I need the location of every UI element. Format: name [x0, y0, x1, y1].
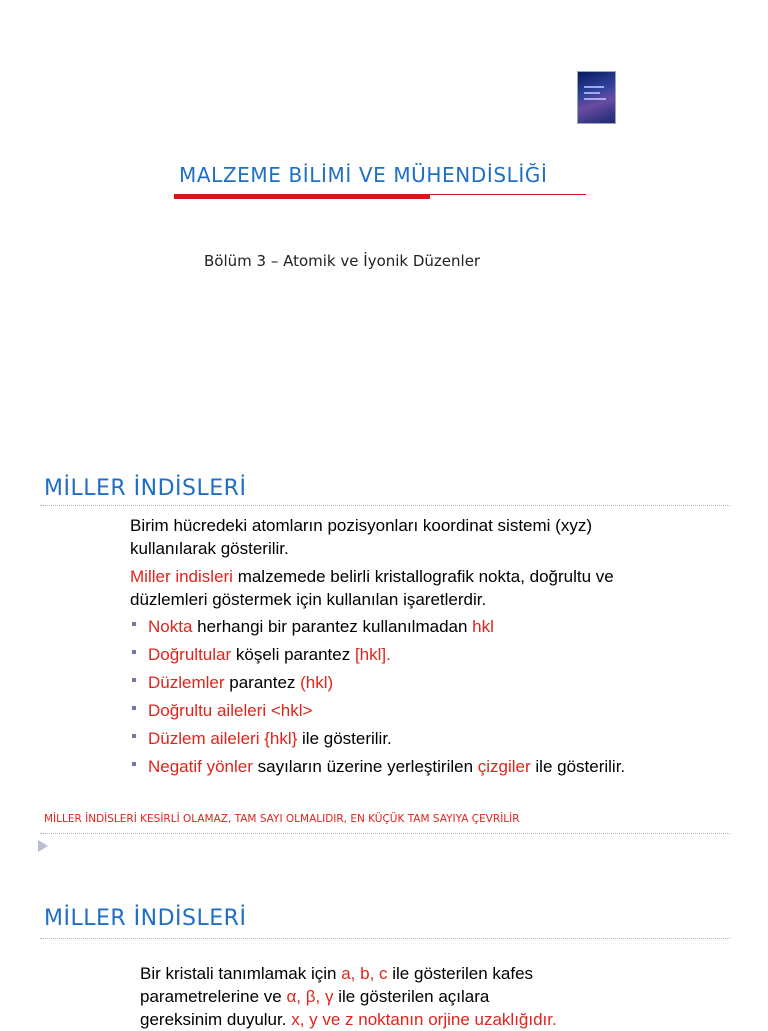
- chapter-subtitle: Bölüm 3 – Atomik ve İyonik Düzenler: [204, 252, 481, 270]
- miller-definition-text: malzemede belirli kristallografik nokta, doğrultu ve düzlemleri göstermek için kullanılan işaretlerdir.: [130, 567, 614, 609]
- title-underline-thin: [430, 194, 586, 195]
- slide2-heading: MİLLER İNDİSLERİ: [44, 476, 247, 501]
- heading-divider: [40, 505, 730, 506]
- list-item: Düzlemler parantez (hkl): [130, 671, 690, 694]
- paragraph-miller-definition: [130, 565, 650, 611]
- slide3-heading: MİLLER İNDİSLERİ: [44, 906, 247, 931]
- paragraph-coordinates: Birim hücredeki atomların pozisyonları koordinat sistemi (xyz) kullanılarak gösterilir.: [130, 516, 592, 558]
- title-underline-thick: [174, 194, 430, 199]
- lattice-line-1: Bir kristali tanımlamak için a, b, c ile gösterilen kafes: [140, 964, 534, 983]
- note-divider: [40, 833, 730, 834]
- list-item: Düzlem aileleri {hkl} ile gösterilir.: [130, 727, 690, 750]
- lattice-line-2: parametrelerine ve α, β, γ ile gösterilen açılara: [140, 987, 490, 1006]
- book-cover-thumbnail: [578, 72, 615, 123]
- play-arrow-icon[interactable]: [38, 840, 48, 852]
- list-item: Doğrultular köşeli parantez [hkl].: [130, 643, 690, 666]
- heading-divider: [40, 938, 730, 939]
- list-item: Nokta herhangi bir parantez kullanılmadan hkl: [130, 615, 690, 638]
- lattice-line-3: gereksinim duyulur. x, y ve z noktanın orjine uzaklığıdır.: [140, 1010, 557, 1029]
- miller-indices-term: Miller indisleri: [130, 567, 233, 586]
- notation-bullet-list: [130, 615, 690, 783]
- presentation-title: MALZEME BİLİMİ VE MÜHENDİSLİĞİ: [179, 163, 548, 187]
- list-item: Negatif yönler sayıların üzerine yerleştirilen çizgiler ile gösterilir.: [130, 755, 690, 778]
- list-item: Doğrultu aileleri <hkl>: [130, 699, 690, 722]
- integer-rule-note: MİLLER İNDİSLERİ KESİRLİ OLAMAZ, TAM SAYI OLMALIDIR, EN KÜÇÜK TAM SAYIYA ÇEVRİLİR: [44, 813, 520, 825]
